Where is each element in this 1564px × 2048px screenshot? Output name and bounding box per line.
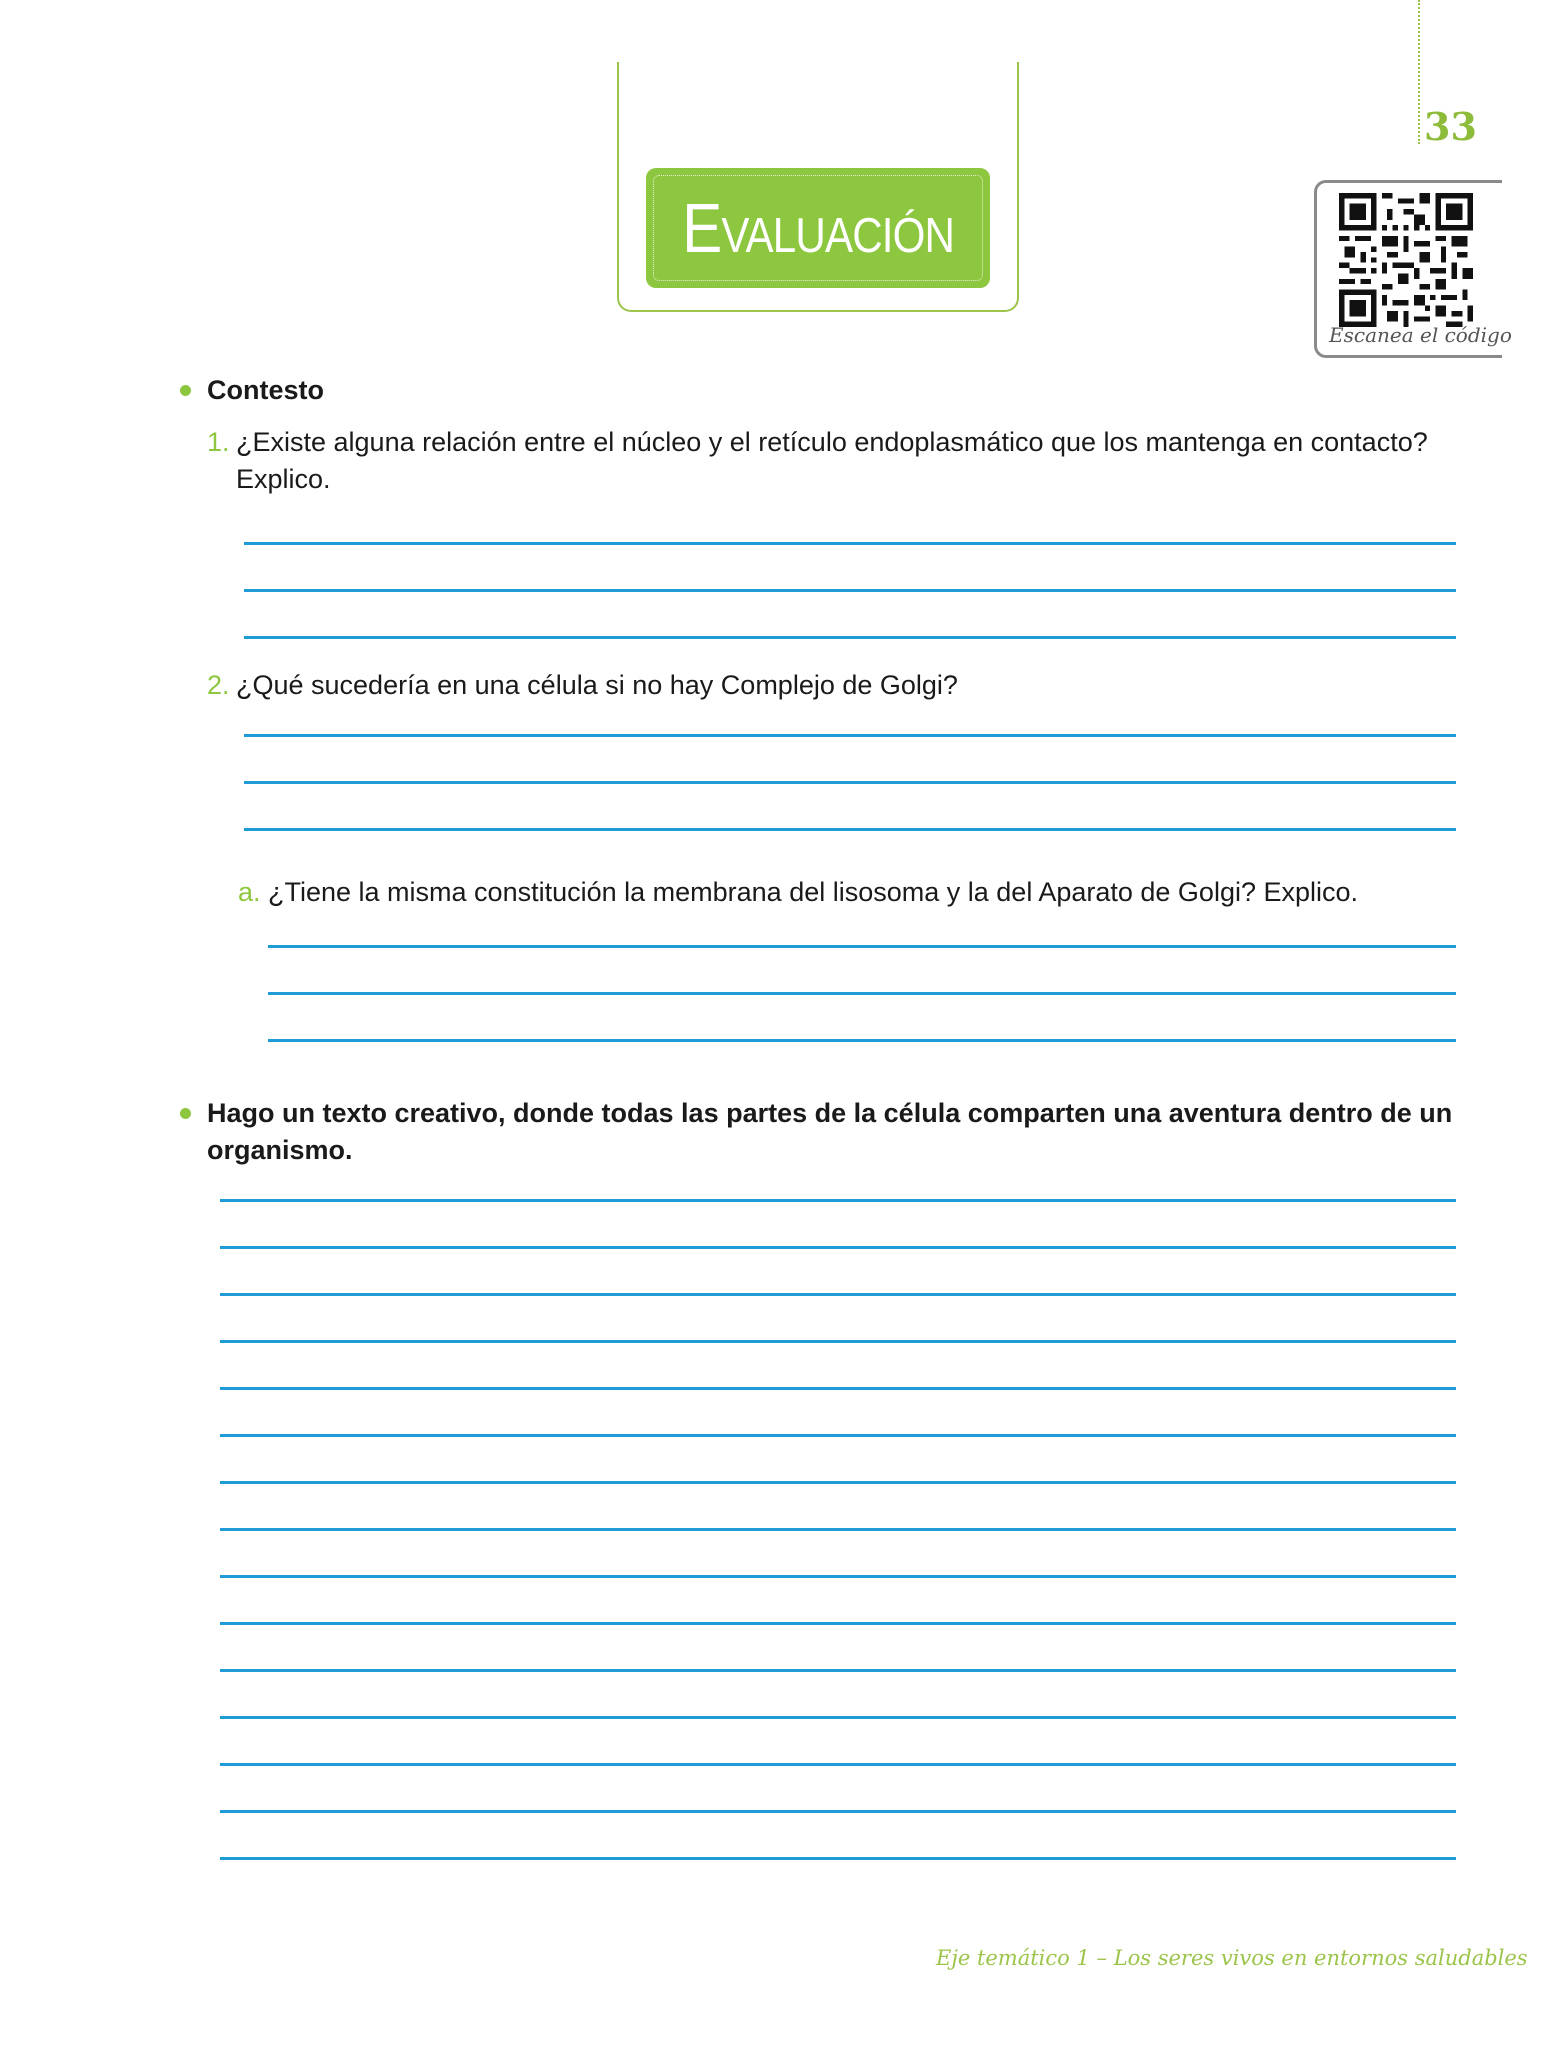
bullet-icon [180, 385, 191, 396]
answer-line[interactable] [268, 945, 1456, 948]
writing-line[interactable] [220, 1481, 1456, 1484]
qr-caption: Escanea el código [1329, 323, 1512, 347]
page-number: 33 [1424, 104, 1477, 149]
section-heading-creative-text: Hago un texto creativo, donde todas las partes de la célula comparten una aventura dentro de un [207, 1098, 1453, 1128]
answer-line[interactable] [244, 636, 1456, 639]
writing-line[interactable] [220, 1622, 1456, 1625]
question-a-text: ¿Tiene la misma constitución la membrana del lisosoma y la del Aparato de Golgi? Explico. [268, 877, 1359, 907]
question-1-text: ¿Existe alguna relación entre el núcleo y el retículo endoplasmático que los mantenga en contacto? [236, 427, 1428, 457]
answer-line[interactable] [244, 734, 1456, 737]
writing-line[interactable] [220, 1716, 1456, 1719]
bullet-icon [180, 1108, 191, 1119]
writing-line[interactable] [220, 1810, 1456, 1813]
question-1-number: 1. [207, 427, 230, 457]
page-title: Evaluación [682, 189, 954, 267]
answer-line[interactable] [268, 1039, 1456, 1042]
answer-line[interactable] [244, 542, 1456, 545]
qr-code-icon [1339, 193, 1473, 327]
writing-line[interactable] [220, 1669, 1456, 1672]
answer-line[interactable] [244, 589, 1456, 592]
footer-text: Eje temático 1 – Los seres vivos en entornos saludables [936, 1946, 1528, 1970]
question-2-text: ¿Qué sucedería en una célula si no hay Complejo de Golgi? [236, 670, 958, 700]
section-heading-contesto: Contesto [207, 375, 324, 405]
qr-card[interactable] [1314, 180, 1512, 358]
writing-line[interactable] [220, 1763, 1456, 1766]
writing-line[interactable] [220, 1387, 1456, 1390]
answer-line[interactable] [244, 781, 1456, 784]
writing-line[interactable] [220, 1246, 1456, 1249]
writing-line[interactable] [220, 1434, 1456, 1437]
title-badge [646, 168, 990, 288]
question-2-number: 2. [207, 670, 230, 700]
writing-line[interactable] [220, 1575, 1456, 1578]
question-a-letter: a. [238, 877, 261, 907]
section-heading-creative-text-cont: organismo. [207, 1135, 353, 1165]
header-divider [1418, 0, 1420, 144]
writing-line[interactable] [220, 1857, 1456, 1860]
answer-line[interactable] [244, 828, 1456, 831]
writing-line[interactable] [220, 1340, 1456, 1343]
answer-line[interactable] [268, 992, 1456, 995]
writing-line[interactable] [220, 1293, 1456, 1296]
question-1-text-cont: Explico. [236, 464, 331, 494]
writing-line[interactable] [220, 1528, 1456, 1531]
writing-line[interactable] [220, 1199, 1456, 1202]
